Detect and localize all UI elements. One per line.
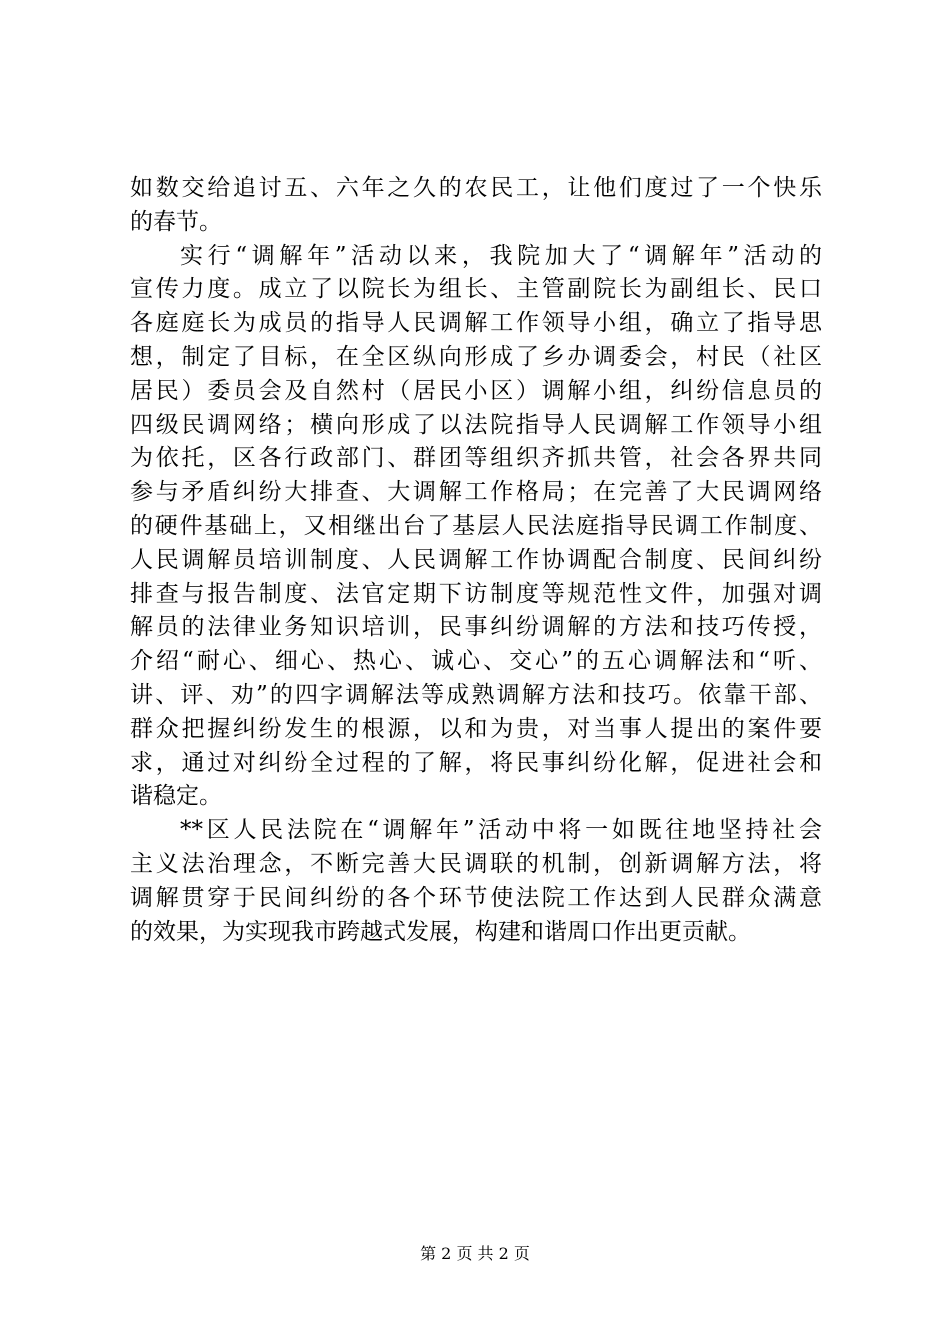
text-line: 如数交给追讨五、六年之久的农民工，让他们度过了一个快乐	[130, 175, 822, 201]
text-line: 主义法治理念，不断完善大民调联的机制，创新调解方法，将	[130, 850, 822, 877]
paragraph-2	[130, 240, 822, 815]
paragraph-3	[130, 814, 822, 949]
text-line: 介绍“耐心、细心、热心、诚心、交心”的五心调解法和“听、	[130, 648, 822, 675]
text-line: 调解贯穿于民间纠纷的各个环节使法院工作达到人民群众满意	[130, 884, 822, 911]
text-line: 的硬件基础上，又相继出台了基层人民法庭指导民调工作制度、	[130, 512, 822, 539]
text-line: 讲、评、劝”的四字调解法等成熟调解方法和技巧。依靠干部、	[130, 681, 822, 708]
text-line: 解员的法律业务知识培训，民事纠纷调解的方法和技巧传授，	[130, 614, 822, 641]
text-line: **区人民法院在“调解年”活动中将一如既往地坚持社会	[180, 817, 822, 844]
text-line: 求，通过对纠纷全过程的了解，将民事纠纷化解，促进社会和	[130, 749, 822, 776]
text-line: 实行“调解年”活动以来，我院加大了“调解年”活动的	[180, 242, 822, 269]
text-line: 谐稳定。	[130, 783, 222, 810]
text-line: 为依托，区各行政部门、群团等组织齐抓共管，社会各界共同	[130, 445, 822, 472]
text-line: 各庭庭长为成员的指导人民调解工作领导小组，确立了指导思	[130, 310, 822, 337]
paragraph-1	[130, 172, 822, 240]
text-line: 人民调解员培训制度、人民调解工作协调配合制度、民间纠纷	[130, 546, 822, 573]
text-line: 参与矛盾纠纷大排查、大调解工作格局；在完善了大民调网络	[130, 479, 822, 506]
text-line: 的春节。	[130, 208, 222, 235]
text-line: 排查与报告制度、法官定期下访制度等规范性文件，加强对调	[130, 580, 822, 607]
page-number-footer: 第 2 页 共 2 页	[420, 1244, 530, 1263]
text-line: 四级民调网络；横向形成了以法院指导人民调解工作领导小组	[130, 411, 822, 438]
text-line: 居民）委员会及自然村（居民小区）调解小组，纠纷信息员的	[130, 377, 822, 404]
document-body	[130, 172, 822, 949]
text-line: 群众把握纠纷发生的根源，以和为贵，对当事人提出的案件要	[130, 715, 822, 742]
text-line: 想，制定了目标，在全区纵向形成了乡办调委会，村民（社区	[130, 343, 822, 370]
text-line: 宣传力度。成立了以院长为组长、主管副院长为副组长、民口	[130, 276, 822, 303]
text-line: 的效果，为实现我市跨越式发展，构建和谐周口作出更贡献。	[130, 918, 751, 945]
